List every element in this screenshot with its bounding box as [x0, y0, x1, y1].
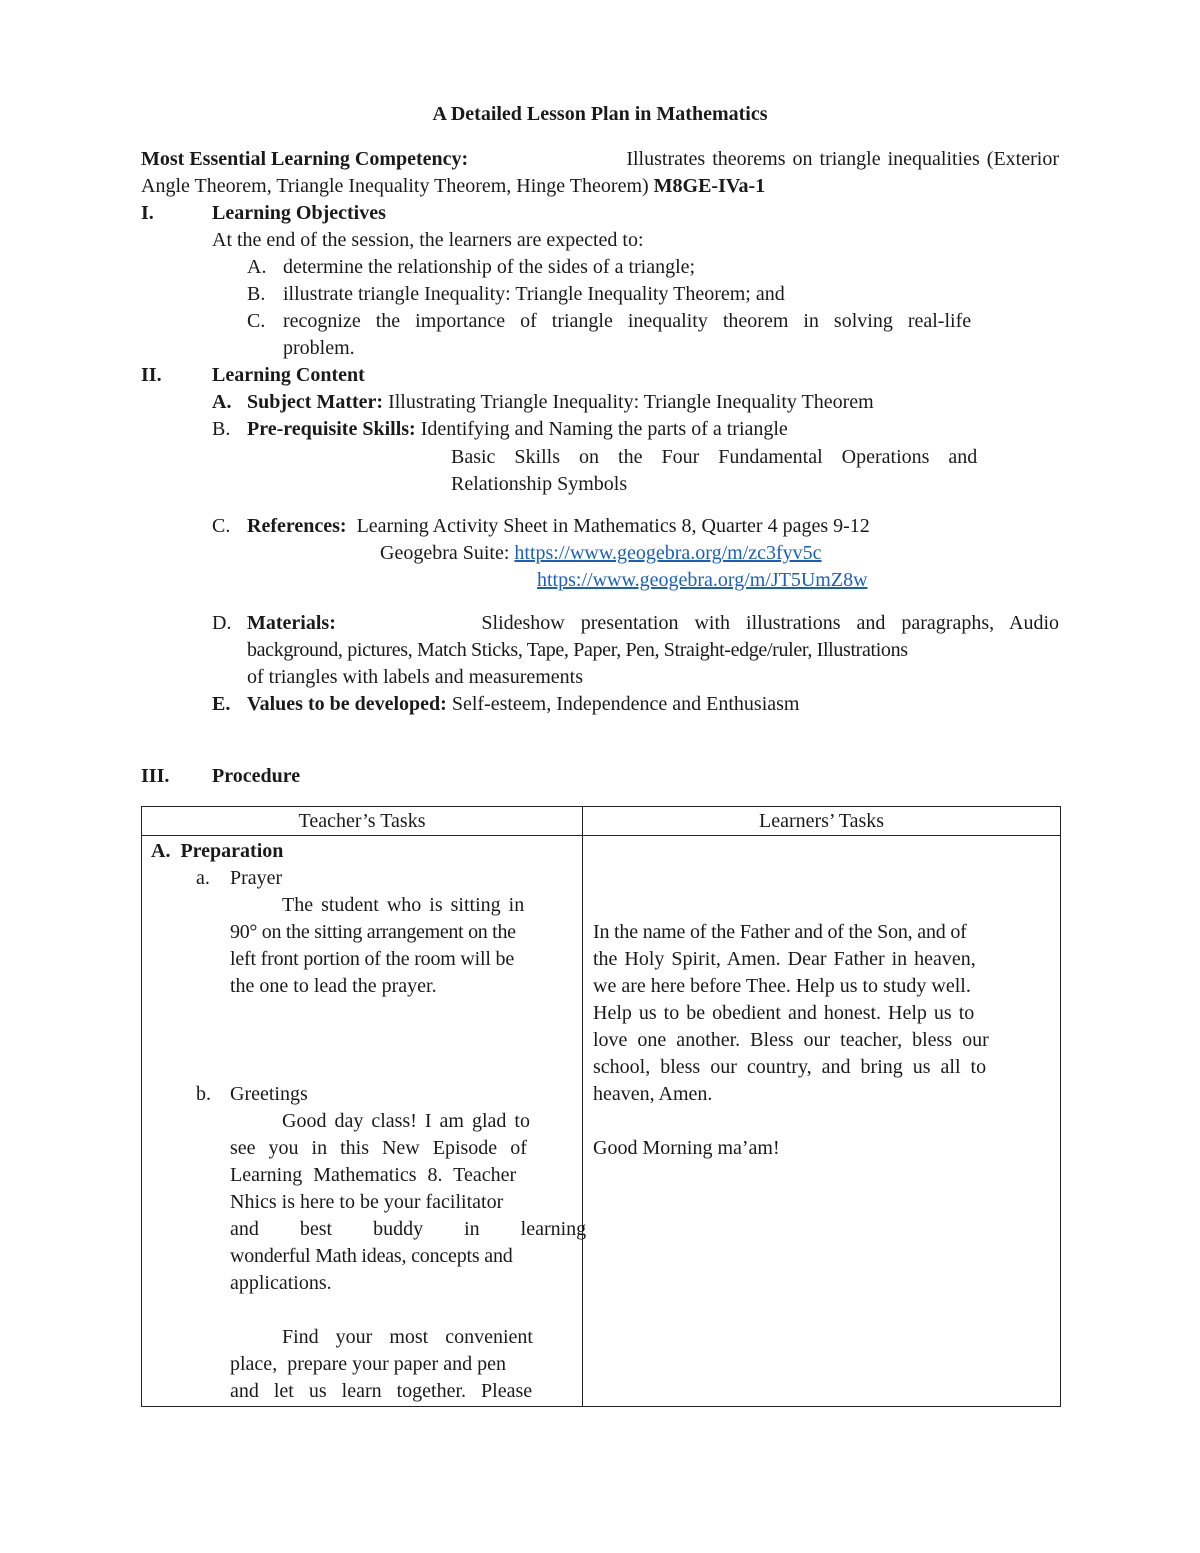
values-letter: E. — [212, 693, 231, 715]
prayer-learner-line: Help us to be obedient and honest. Help us to — [593, 1002, 975, 1024]
procedure-numeral: III. — [141, 765, 170, 787]
prayer-teacher-line: the one to lead the prayer. — [230, 975, 437, 997]
table-header-row — [142, 807, 1061, 836]
procedure-heading: Procedure — [212, 765, 301, 787]
references-line — [247, 513, 870, 540]
content-heading: Learning Content — [212, 364, 365, 386]
melc-text-1: Illustrates theorems on triangle inequalities (Exterior — [626, 148, 1059, 170]
values-text: Self-esteem, Independence and Enthusiasm — [451, 693, 800, 715]
objectives-numeral: I. — [141, 202, 154, 224]
objectives-intro: At the end of the session, the learners are expected to: — [212, 229, 644, 251]
materials-line-3: of triangles with labels and measurements — [247, 666, 584, 688]
prayer-learner-line: the Holy Spirit, Amen. Dear Father in heaven, — [593, 948, 976, 970]
materials-label: Materials: — [247, 612, 336, 634]
greetings-teacher-line: and best buddy in learning — [230, 1218, 587, 1240]
content-numeral: II. — [141, 364, 162, 386]
objective-c-line-1 — [283, 308, 1059, 335]
materials-text-1: Slideshow presentation with illustrations and paragraphs, Audio — [481, 612, 1059, 634]
greetings-teacher-line: Find your most convenient — [282, 1326, 533, 1348]
greetings-learner-reply: Good Morning ma’am! — [593, 1137, 780, 1159]
table-row — [142, 836, 1061, 1407]
greetings-teacher-line: Good day class! I am glad to — [282, 1110, 530, 1132]
prayer-title: Prayer — [230, 867, 283, 889]
references-label: References: — [247, 515, 347, 537]
greetings-label: b. — [196, 1083, 211, 1105]
objective-c-letter: C. — [247, 310, 266, 332]
prereq-label: Pre-requisite Skills: — [247, 418, 416, 440]
document-title: A Detailed Lesson Plan in Mathematics — [432, 103, 768, 125]
materials-letter: D. — [212, 612, 232, 634]
prayer-learner-line: In the name of the Father and of the Son, and of — [593, 921, 967, 943]
values-line — [247, 691, 799, 718]
prayer-teacher-line: left front portion of the room will be — [230, 948, 515, 970]
prereq-line-2 — [451, 444, 1058, 471]
subject-letter: A. — [212, 391, 232, 413]
greetings-teacher-line: Nhics is here to be your facilitator — [230, 1191, 504, 1213]
objective-a-text: determine the relationship of the sides of a triangle; — [283, 256, 696, 278]
greetings-title: Greetings — [230, 1083, 308, 1105]
materials-line-2: background, pictures, Match Sticks, Tape, Paper, Pen, Straight-edge/ruler, Illustrations — [247, 639, 908, 661]
objective-a-letter: A. — [247, 256, 267, 278]
prayer-learner-line: school, bless our country, and bring us all to — [593, 1056, 987, 1078]
teacher-tasks-header: Teacher’s Tasks — [142, 807, 583, 836]
melc-code: M8GE-IVa-1 — [653, 175, 766, 197]
prayer-teacher-line: 90° on the sitting arrangement on the — [230, 921, 516, 943]
prayer-teacher-line: The student who is sitting in — [282, 894, 525, 916]
values-label: Values to be developed: — [247, 693, 447, 715]
references-text: Learning Activity Sheet in Mathematics 8, Quarter 4 pages 9-12 — [356, 515, 870, 537]
prayer-learner-line: we are here before Thee. Help us to study well. — [593, 975, 971, 997]
geogebra-line — [380, 540, 822, 567]
learner-tasks-header: Learners’ Tasks — [583, 807, 1061, 836]
greetings-teacher-line — [230, 1135, 572, 1162]
greetings-teacher-line: place, prepare your paper and pen — [230, 1353, 506, 1375]
melc-text-2: Angle Theorem, Triangle Inequality Theorem, Hinge Theorem) — [141, 175, 649, 197]
geogebra-link-2[interactable]: https://www.geogebra.org/m/JT5UmZ8w — [537, 569, 868, 591]
greetings-teacher-line: Learning Mathematics 8. Teacher — [230, 1164, 517, 1186]
objectives-heading: Learning Objectives — [212, 202, 386, 224]
learner-cell — [583, 836, 1061, 1407]
greetings-teacher-line: and let us learn together. Please — [230, 1380, 533, 1402]
objective-b-text: illustrate triangle Inequality: Triangle Inequality Theorem; and — [283, 283, 785, 305]
materials-line-1 — [247, 610, 1059, 637]
melc-label: Most Essential Learning Competency: — [141, 148, 469, 170]
prayer-learner-line: love one another. Bless our teacher, bless our — [593, 1029, 989, 1051]
greetings-text: see you in this New Episode of — [230, 1137, 527, 1159]
prereq-line — [247, 416, 788, 443]
prayer-label: a. — [196, 867, 210, 889]
geogebra-link-1[interactable]: https://www.geogebra.org/m/zc3fyv5c — [514, 542, 822, 564]
greetings-teacher-line: applications. — [230, 1272, 332, 1294]
teacher-cell — [142, 836, 587, 1407]
melc-line-2 — [141, 173, 765, 200]
subject-text: Illustrating Triangle Inequality: Triangle Inequality Theorem — [388, 391, 874, 413]
prayer-learner-line: heaven, Amen. — [593, 1083, 713, 1105]
greetings-teacher-line: wonderful Math ideas, concepts and — [230, 1245, 513, 1267]
objective-c-text: recognize the importance of triangle inequality theorem in solving real-life — [283, 310, 972, 332]
melc-line-1 — [141, 146, 1059, 173]
procedure-table — [141, 806, 1061, 1407]
prereq-line-3: Relationship Symbols — [451, 473, 628, 495]
references-letter: C. — [212, 515, 231, 537]
objective-b-letter: B. — [247, 283, 266, 305]
prereq-letter: B. — [212, 418, 231, 440]
prereq-text-2: Basic Skills on the Four Fundamental Operations and — [451, 446, 978, 468]
preparation-heading: A. Preparation — [151, 840, 284, 862]
objective-c-line-2: problem. — [283, 337, 355, 359]
subject-line — [247, 389, 874, 416]
subject-label: Subject Matter: — [247, 391, 384, 413]
geogebra-label: Geogebra Suite: — [380, 542, 510, 564]
prereq-text: Identifying and Naming the parts of a triangle — [420, 418, 788, 440]
